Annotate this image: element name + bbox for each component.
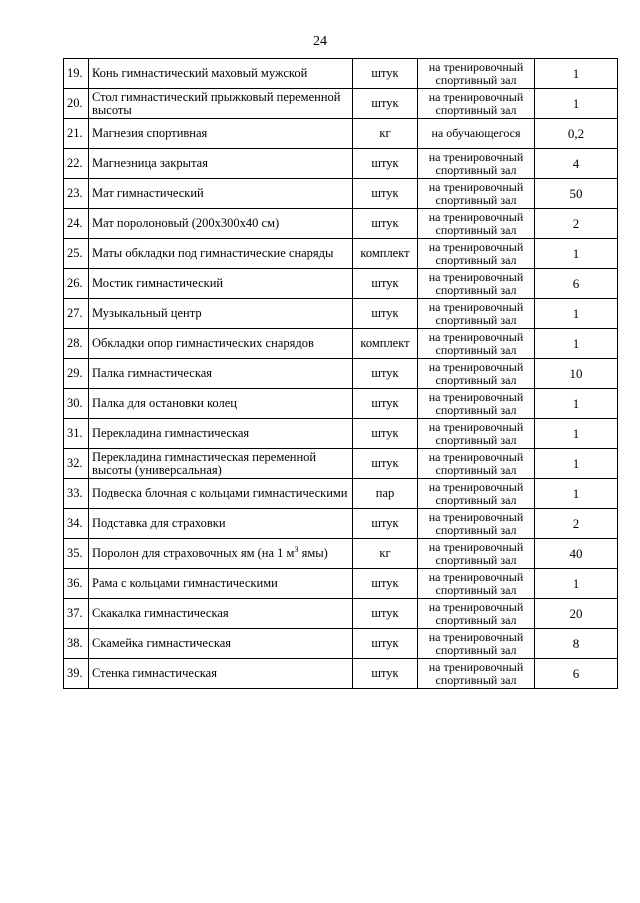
unit-of-measure: штук xyxy=(353,209,418,239)
table-row xyxy=(64,89,618,119)
table-row xyxy=(64,569,618,599)
table-row xyxy=(64,59,618,89)
quantity: 1 xyxy=(535,89,618,119)
table-row xyxy=(64,269,618,299)
unit-of-measure: штук xyxy=(353,269,418,299)
table-row xyxy=(64,659,618,689)
row-number: 38. xyxy=(64,629,89,659)
equipment-table-body xyxy=(64,59,618,689)
quantity: 2 xyxy=(535,509,618,539)
row-number: 30. xyxy=(64,389,89,419)
row-number: 27. xyxy=(64,299,89,329)
quantity: 1 xyxy=(535,479,618,509)
unit-of-measure: штук xyxy=(353,149,418,179)
table-row xyxy=(64,599,618,629)
unit-of-measure: кг xyxy=(353,119,418,149)
row-number: 21. xyxy=(64,119,89,149)
item-name: Скамейка гимнастическая xyxy=(89,629,353,659)
item-name: Мат поролоновый (200х300х40 см) xyxy=(89,209,353,239)
row-number: 20. xyxy=(64,89,89,119)
quantity: 1 xyxy=(535,239,618,269)
item-name: Маты обкладки под гимнастические снаряды xyxy=(89,239,353,269)
row-number: 33. xyxy=(64,479,89,509)
item-name: Мостик гимнастический xyxy=(89,269,353,299)
quantity: 20 xyxy=(535,599,618,629)
unit-of-measure: штук xyxy=(353,419,418,449)
unit-of-measure: штук xyxy=(353,299,418,329)
quantity: 6 xyxy=(535,659,618,689)
calculation-basis: на тренировочный спортивный зал xyxy=(418,299,535,329)
unit-of-measure: штук xyxy=(353,389,418,419)
unit-of-measure: штук xyxy=(353,359,418,389)
calculation-basis: на тренировочный спортивный зал xyxy=(418,359,535,389)
row-number: 37. xyxy=(64,599,89,629)
item-name: Конь гимнастический маховый мужской xyxy=(89,59,353,89)
item-name: Музыкальный центр xyxy=(89,299,353,329)
calculation-basis: на тренировочный спортивный зал xyxy=(418,89,535,119)
row-number: 32. xyxy=(64,449,89,479)
item-name: Палка гимнастическая xyxy=(89,359,353,389)
unit-of-measure: штук xyxy=(353,509,418,539)
calculation-basis: на тренировочный спортивный зал xyxy=(418,539,535,569)
item-name-text: Поролон для страховочных ям (на 1 м xyxy=(92,546,295,560)
table-row xyxy=(64,329,618,359)
quantity: 1 xyxy=(535,389,618,419)
calculation-basis: на тренировочный спортивный зал xyxy=(418,239,535,269)
calculation-basis: на обучающегося xyxy=(418,119,535,149)
unit-of-measure: штук xyxy=(353,449,418,479)
page-number: 24 xyxy=(313,34,327,49)
row-number: 24. xyxy=(64,209,89,239)
unit-of-measure: кг xyxy=(353,539,418,569)
row-number: 36. xyxy=(64,569,89,599)
table-row xyxy=(64,419,618,449)
row-number: 34. xyxy=(64,509,89,539)
table-row xyxy=(64,389,618,419)
calculation-basis: на тренировочный спортивный зал xyxy=(418,269,535,299)
item-name: Перекладина гимнастическая xyxy=(89,419,353,449)
quantity: 4 xyxy=(535,149,618,179)
quantity: 10 xyxy=(535,359,618,389)
row-number: 39. xyxy=(64,659,89,689)
table-row xyxy=(64,509,618,539)
item-name: Палка для остановки колец xyxy=(89,389,353,419)
quantity: 2 xyxy=(535,209,618,239)
table-row xyxy=(64,239,618,269)
quantity: 1 xyxy=(535,59,618,89)
quantity: 50 xyxy=(535,179,618,209)
calculation-basis: на тренировочный спортивный зал xyxy=(418,59,535,89)
item-name-superscript: 3 xyxy=(294,544,299,554)
quantity: 8 xyxy=(535,629,618,659)
item-name: Обкладки опор гимнастических снарядов xyxy=(89,329,353,359)
unit-of-measure: комплект xyxy=(353,239,418,269)
item-name: Перекладина гимнастическая переменной высоты (универсальная) xyxy=(89,449,353,479)
calculation-basis: на тренировочный спортивный зал xyxy=(418,329,535,359)
quantity: 1 xyxy=(535,569,618,599)
calculation-basis: на тренировочный спортивный зал xyxy=(418,599,535,629)
item-name: Скакалка гимнастическая xyxy=(89,599,353,629)
table-row xyxy=(64,629,618,659)
unit-of-measure: штук xyxy=(353,629,418,659)
unit-of-measure: пар xyxy=(353,479,418,509)
table-row xyxy=(64,179,618,209)
calculation-basis: на тренировочный спортивный зал xyxy=(418,509,535,539)
row-number: 28. xyxy=(64,329,89,359)
row-number: 19. xyxy=(64,59,89,89)
table-row xyxy=(64,359,618,389)
unit-of-measure: штук xyxy=(353,89,418,119)
calculation-basis: на тренировочный спортивный зал xyxy=(418,659,535,689)
quantity: 1 xyxy=(535,329,618,359)
row-number: 29. xyxy=(64,359,89,389)
calculation-basis: на тренировочный спортивный зал xyxy=(418,569,535,599)
item-name: Стенка гимнастическая xyxy=(89,659,353,689)
unit-of-measure: штук xyxy=(353,659,418,689)
quantity: 40 xyxy=(535,539,618,569)
table-row xyxy=(64,479,618,509)
item-name-tail: ямы) xyxy=(298,546,328,560)
row-number: 23. xyxy=(64,179,89,209)
unit-of-measure: штук xyxy=(353,179,418,209)
quantity: 1 xyxy=(535,299,618,329)
calculation-basis: на тренировочный спортивный зал xyxy=(418,149,535,179)
equipment-table xyxy=(63,58,618,689)
calculation-basis: на тренировочный спортивный зал xyxy=(418,389,535,419)
row-number: 31. xyxy=(64,419,89,449)
calculation-basis: на тренировочный спортивный зал xyxy=(418,479,535,509)
unit-of-measure: комплект xyxy=(353,329,418,359)
item-name: Магнезница закрытая xyxy=(89,149,353,179)
calculation-basis: на тренировочный спортивный зал xyxy=(418,629,535,659)
quantity: 1 xyxy=(535,419,618,449)
row-number: 35. xyxy=(64,539,89,569)
calculation-basis: на тренировочный спортивный зал xyxy=(418,179,535,209)
quantity: 6 xyxy=(535,269,618,299)
table-row xyxy=(64,209,618,239)
calculation-basis: на тренировочный спортивный зал xyxy=(418,209,535,239)
row-number: 22. xyxy=(64,149,89,179)
unit-of-measure: штук xyxy=(353,569,418,599)
calculation-basis: на тренировочный спортивный зал xyxy=(418,419,535,449)
unit-of-measure: штук xyxy=(353,599,418,629)
quantity: 0,2 xyxy=(535,119,618,149)
row-number: 26. xyxy=(64,269,89,299)
table-row xyxy=(64,449,618,479)
unit-of-measure: штук xyxy=(353,59,418,89)
quantity: 1 xyxy=(535,449,618,479)
row-number: 25. xyxy=(64,239,89,269)
item-name: Магнезия спортивная xyxy=(89,119,353,149)
item-name: Подвеска блочная с кольцами гимнастическими xyxy=(89,479,353,509)
calculation-basis: на тренировочный спортивный зал xyxy=(418,449,535,479)
item-name: Стол гимнастический прыжковый переменной высоты xyxy=(89,89,353,119)
item-name: Рама с кольцами гимнастическими xyxy=(89,569,353,599)
item-name xyxy=(89,539,353,569)
table-row xyxy=(64,539,618,569)
table-row xyxy=(64,299,618,329)
item-name: Подставка для страховки xyxy=(89,509,353,539)
table-row xyxy=(64,149,618,179)
item-name: Мат гимнастический xyxy=(89,179,353,209)
table-row xyxy=(64,119,618,149)
